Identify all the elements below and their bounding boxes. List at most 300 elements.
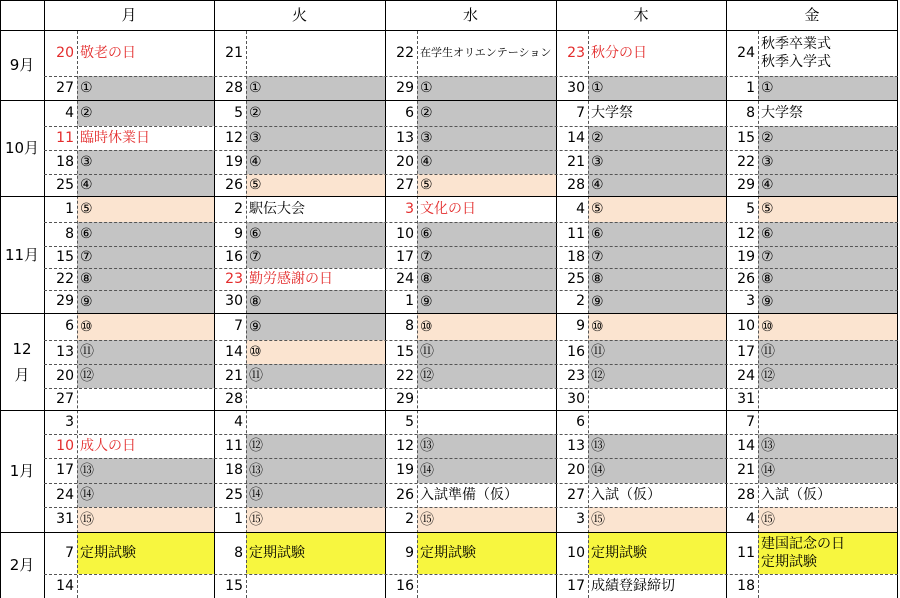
event-text: ⑨ [420, 293, 433, 310]
date-number: 5 [234, 105, 243, 121]
event-cell [417, 313, 556, 340]
date-number: 29 [396, 80, 414, 96]
event-text: 文化の日 [420, 201, 476, 217]
event-text: ⑩ [761, 318, 774, 335]
date-number: 1 [65, 201, 74, 217]
date-number: 24 [737, 368, 755, 384]
event-cell [246, 100, 385, 126]
event-cell [77, 268, 214, 290]
event-cell [77, 532, 214, 574]
event-text: ⑪ [591, 344, 605, 360]
event-cell [417, 76, 556, 100]
event-cell [758, 196, 898, 222]
date-number: 2 [405, 511, 414, 527]
event-text: ⑩ [80, 318, 93, 335]
event-text: ① [761, 80, 774, 96]
date-number: 15 [225, 578, 243, 594]
date-number: 8 [746, 105, 755, 121]
date-number: 4 [234, 414, 243, 430]
event-text: ⑦ [80, 249, 93, 265]
date-number: 24 [396, 271, 414, 287]
event-cell [77, 222, 214, 246]
event-text: ⑫ [591, 368, 605, 384]
event-text: ① [591, 80, 604, 96]
date-number: 8 [405, 318, 414, 334]
date-number: 17 [56, 462, 74, 478]
event-text: ⑨ [761, 293, 774, 310]
event-cell [417, 150, 556, 174]
date-number: 29 [396, 391, 414, 407]
event-text: ⑭ [591, 462, 605, 479]
event-cell [77, 388, 214, 410]
event-cell [417, 126, 556, 150]
date-number: 11 [567, 226, 585, 242]
event-text: ② [761, 130, 774, 146]
month-label-line: 9月 [9, 56, 35, 74]
date-number: 7 [576, 105, 585, 121]
event-text: ⑫ [249, 438, 263, 454]
date-number: 2 [576, 293, 585, 309]
event-cell [758, 532, 898, 574]
event-text: 定期試験 [761, 554, 817, 570]
event-cell [758, 76, 898, 100]
event-cell [417, 532, 556, 574]
event-cell [417, 434, 556, 458]
event-cell [588, 507, 726, 532]
event-cell [77, 458, 214, 483]
date-number: 10 [737, 318, 755, 334]
event-cell [588, 313, 726, 340]
month-label-line: 2月 [9, 556, 35, 574]
event-text: ① [420, 80, 433, 96]
event-text: 定期試験 [249, 545, 305, 561]
event-cell [588, 483, 726, 507]
event-text: ⑤ [80, 201, 93, 217]
event-text: ⑮ [420, 511, 434, 528]
event-cell [77, 246, 214, 268]
date-number: 27 [56, 80, 74, 96]
date-number: 28 [737, 487, 755, 503]
date-number: 10 [396, 226, 414, 242]
date-number: 6 [576, 414, 585, 430]
event-text: 成績登録締切 [591, 578, 675, 594]
date-number: 28 [567, 177, 585, 193]
weekday-header: 木 [633, 6, 649, 24]
event-cell [77, 174, 214, 196]
event-text: ⑩ [591, 318, 604, 335]
event-cell [588, 410, 726, 434]
date-number: 4 [576, 201, 585, 217]
date-number: 12 [396, 438, 414, 454]
event-text: ⑦ [591, 249, 604, 265]
event-cell [417, 268, 556, 290]
event-cell [77, 290, 214, 313]
date-number: 12 [225, 130, 243, 146]
event-text: ⑮ [249, 511, 263, 528]
event-cell [588, 364, 726, 388]
event-text: ⑤ [591, 201, 604, 217]
event-cell [758, 174, 898, 196]
date-number: 20 [56, 368, 74, 384]
month-label-line: 12 [12, 339, 32, 358]
date-number: 27 [567, 487, 585, 503]
date-number: 5 [746, 201, 755, 217]
date-number: 27 [396, 177, 414, 193]
date-number: 10 [56, 438, 74, 454]
event-text: ⑪ [80, 344, 94, 360]
event-text: ⑮ [761, 511, 775, 528]
weekday-header: 月 [121, 6, 137, 24]
event-text: ⑦ [420, 249, 433, 265]
month-label-line: 11月 [4, 245, 40, 264]
date-number: 22 [56, 271, 74, 287]
event-cell [758, 290, 898, 313]
date-number: 14 [737, 438, 755, 454]
date-number: 21 [567, 154, 585, 170]
event-cell [77, 126, 214, 150]
event-text: ⑬ [591, 438, 605, 454]
date-number: 22 [737, 154, 755, 170]
event-cell [758, 268, 898, 290]
event-cell [246, 76, 385, 100]
event-text: ④ [80, 177, 93, 193]
event-text: ④ [761, 177, 774, 193]
event-text: 臨時休業日 [80, 130, 150, 146]
event-cell [77, 364, 214, 388]
event-text: ⑦ [761, 249, 774, 265]
weekday-header: 金 [804, 6, 820, 24]
month-label-line: 1月 [9, 462, 35, 480]
date-number: 19 [396, 462, 414, 478]
event-cell [758, 458, 898, 483]
date-number: 22 [396, 45, 414, 61]
date-number: 16 [567, 344, 585, 360]
event-cell [246, 532, 385, 574]
date-number: 21 [225, 45, 243, 61]
event-text: 大学祭 [761, 105, 803, 121]
event-cell [417, 507, 556, 532]
date-number: 22 [396, 368, 414, 384]
event-text: ⑤ [420, 177, 433, 193]
event-text: ③ [591, 154, 604, 170]
event-cell [77, 483, 214, 507]
date-number: 24 [56, 487, 74, 503]
month-label [0, 532, 44, 598]
date-number: 10 [567, 545, 585, 561]
event-cell [417, 222, 556, 246]
date-number: 12 [737, 226, 755, 242]
date-number: 19 [737, 249, 755, 265]
date-number: 23 [567, 45, 585, 61]
date-number: 21 [225, 368, 243, 384]
event-text: ⑥ [591, 226, 604, 242]
event-cell [588, 532, 726, 574]
month-label [0, 196, 44, 313]
event-cell [588, 340, 726, 364]
date-number: 20 [396, 154, 414, 170]
date-number: 17 [737, 344, 755, 360]
event-cell [246, 268, 385, 290]
event-cell [588, 458, 726, 483]
date-number: 14 [56, 578, 74, 594]
event-cell [588, 434, 726, 458]
date-number: 28 [225, 80, 243, 96]
event-text: ⑬ [761, 438, 775, 454]
event-text: ⑫ [80, 368, 94, 384]
event-text: ⑬ [249, 462, 263, 479]
event-text: 駅伝大会 [249, 201, 305, 217]
event-cell [758, 222, 898, 246]
date-number: 1 [405, 293, 414, 309]
event-text: ⑥ [80, 226, 93, 242]
date-number: 26 [396, 487, 414, 503]
event-cell [417, 30, 556, 76]
event-cell [246, 388, 385, 410]
event-cell [246, 196, 385, 222]
date-number: 13 [567, 438, 585, 454]
event-text: 成人の日 [80, 438, 136, 454]
event-cell [246, 246, 385, 268]
event-text: ② [80, 105, 93, 121]
event-cell [417, 364, 556, 388]
date-number: 6 [405, 105, 414, 121]
date-number: 15 [737, 130, 755, 146]
event-text: 入試準備（仮） [420, 487, 518, 503]
date-number: 18 [225, 462, 243, 478]
event-text: ⑧ [420, 271, 433, 287]
event-cell [758, 388, 898, 410]
date-number: 23 [567, 368, 585, 384]
event-cell [758, 313, 898, 340]
event-cell [758, 100, 898, 126]
event-text: ⑧ [80, 271, 93, 287]
date-number: 1 [234, 511, 243, 527]
date-number: 13 [56, 344, 74, 360]
date-number: 5 [405, 414, 414, 430]
date-number: 11 [56, 130, 74, 146]
event-cell [417, 340, 556, 364]
date-number: 29 [737, 177, 755, 193]
weekday-header: 火 [291, 6, 307, 24]
event-cell [417, 388, 556, 410]
event-cell [588, 30, 726, 76]
event-cell [588, 76, 726, 100]
date-number: 27 [56, 391, 74, 407]
event-cell [246, 483, 385, 507]
date-number: 26 [225, 177, 243, 193]
event-text: 入試（仮） [591, 487, 661, 503]
event-text: ⑪ [761, 344, 775, 360]
date-number: 3 [65, 414, 74, 430]
date-number: 4 [746, 511, 755, 527]
date-number: 20 [56, 45, 74, 61]
event-text: ⑥ [761, 226, 774, 242]
month-label [0, 410, 44, 532]
event-cell [246, 434, 385, 458]
date-number: 2 [234, 201, 243, 217]
date-number: 29 [56, 293, 74, 309]
date-number: 13 [396, 130, 414, 146]
date-number: 24 [737, 45, 755, 61]
date-number: 30 [225, 293, 243, 309]
date-number: 21 [737, 462, 755, 478]
date-number: 19 [225, 154, 243, 170]
event-text: ⑨ [80, 293, 93, 310]
event-text: ⑧ [761, 271, 774, 287]
date-number: 3 [746, 293, 755, 309]
event-cell [246, 290, 385, 313]
event-cell [758, 574, 898, 598]
event-cell [77, 100, 214, 126]
event-text: 勤労感謝の日 [249, 271, 333, 287]
event-cell [588, 126, 726, 150]
event-text: ② [249, 105, 262, 121]
date-number: 15 [396, 344, 414, 360]
event-cell [77, 196, 214, 222]
date-number: 31 [56, 511, 74, 527]
event-cell [417, 174, 556, 196]
event-text: ⑤ [249, 177, 262, 193]
event-cell [77, 76, 214, 100]
event-cell [246, 126, 385, 150]
event-text: 定期試験 [80, 545, 136, 561]
event-text: 秋季卒業式 [761, 36, 831, 52]
event-text: 定期試験 [591, 545, 647, 561]
event-text: ⑧ [591, 271, 604, 287]
date-number: 26 [737, 271, 755, 287]
weekday-header: 水 [462, 6, 478, 24]
event-cell [417, 290, 556, 313]
event-text: ⑥ [420, 226, 433, 242]
event-cell [77, 30, 214, 76]
event-cell [246, 458, 385, 483]
event-text: ⑭ [761, 462, 775, 479]
event-text: 定期試験 [420, 545, 476, 561]
event-cell [246, 150, 385, 174]
event-text: ⑮ [591, 511, 605, 528]
event-text: 秋季入学式 [761, 54, 831, 70]
date-number: 9 [234, 226, 243, 242]
event-cell [246, 30, 385, 76]
event-text: ① [80, 80, 93, 96]
date-number: 25 [225, 487, 243, 503]
event-text: ④ [420, 154, 433, 170]
date-number: 18 [567, 249, 585, 265]
event-text: ⑥ [249, 226, 262, 242]
event-text: ⑨ [591, 293, 604, 310]
event-cell [77, 340, 214, 364]
event-cell [417, 574, 556, 598]
event-text: ⑩ [249, 344, 262, 360]
event-cell [588, 196, 726, 222]
event-cell [588, 100, 726, 126]
event-cell [246, 222, 385, 246]
event-text: 建国記念の日 [761, 536, 845, 552]
event-cell [758, 150, 898, 174]
event-text: ⑫ [420, 368, 434, 384]
event-text: ⑨ [249, 318, 262, 335]
event-cell [588, 290, 726, 313]
event-cell [246, 410, 385, 434]
event-cell [758, 30, 898, 76]
event-text: ③ [249, 130, 262, 146]
date-number: 7 [234, 318, 243, 334]
date-number: 16 [225, 249, 243, 265]
event-text: ⑮ [80, 511, 94, 528]
event-text: ⑧ [249, 293, 262, 310]
event-cell [588, 388, 726, 410]
month-label [0, 313, 44, 410]
event-cell [246, 340, 385, 364]
event-cell [758, 434, 898, 458]
event-cell [417, 246, 556, 268]
date-number: 17 [567, 578, 585, 594]
event-cell [246, 313, 385, 340]
event-cell [417, 483, 556, 507]
event-cell [246, 364, 385, 388]
event-cell [758, 507, 898, 532]
event-text: ③ [420, 130, 433, 146]
month-label-line: 月 [14, 365, 30, 384]
event-text: 秋分の日 [591, 45, 647, 61]
date-number: 28 [225, 391, 243, 407]
event-text: 在学生オリエンテーション [420, 46, 552, 59]
event-text: ⑭ [420, 462, 434, 479]
date-number: 14 [567, 130, 585, 146]
date-number: 3 [576, 511, 585, 527]
event-cell [758, 364, 898, 388]
date-number: 1 [746, 80, 755, 96]
event-cell [588, 150, 726, 174]
month-label [0, 30, 44, 100]
event-cell [246, 174, 385, 196]
event-cell [758, 246, 898, 268]
event-cell [77, 150, 214, 174]
event-cell [246, 574, 385, 598]
date-number: 7 [65, 545, 74, 561]
event-text: 敬老の日 [80, 45, 136, 61]
event-text: ⑫ [761, 368, 775, 384]
event-text: ① [249, 80, 262, 96]
month-label [0, 100, 44, 196]
date-number: 25 [567, 271, 585, 287]
event-cell [417, 458, 556, 483]
date-number: 7 [746, 414, 755, 430]
date-number: 15 [56, 249, 74, 265]
event-cell [758, 126, 898, 150]
event-text: 大学祭 [591, 105, 633, 121]
event-cell [588, 222, 726, 246]
event-cell [417, 196, 556, 222]
event-text: 入試（仮） [761, 487, 831, 503]
event-cell [588, 268, 726, 290]
event-cell [417, 100, 556, 126]
date-number: 30 [567, 391, 585, 407]
event-cell [758, 410, 898, 434]
event-text: ③ [80, 154, 93, 170]
event-cell [77, 574, 214, 598]
date-number: 11 [225, 438, 243, 454]
date-number: 31 [737, 391, 755, 407]
event-cell [246, 507, 385, 532]
month-label-line: 10月 [4, 139, 40, 157]
event-text: ⑭ [80, 487, 94, 503]
date-number: 16 [396, 578, 414, 594]
event-cell [588, 574, 726, 598]
event-text: ③ [761, 154, 774, 170]
date-number: 25 [56, 177, 74, 193]
event-text: ⑪ [420, 344, 434, 360]
